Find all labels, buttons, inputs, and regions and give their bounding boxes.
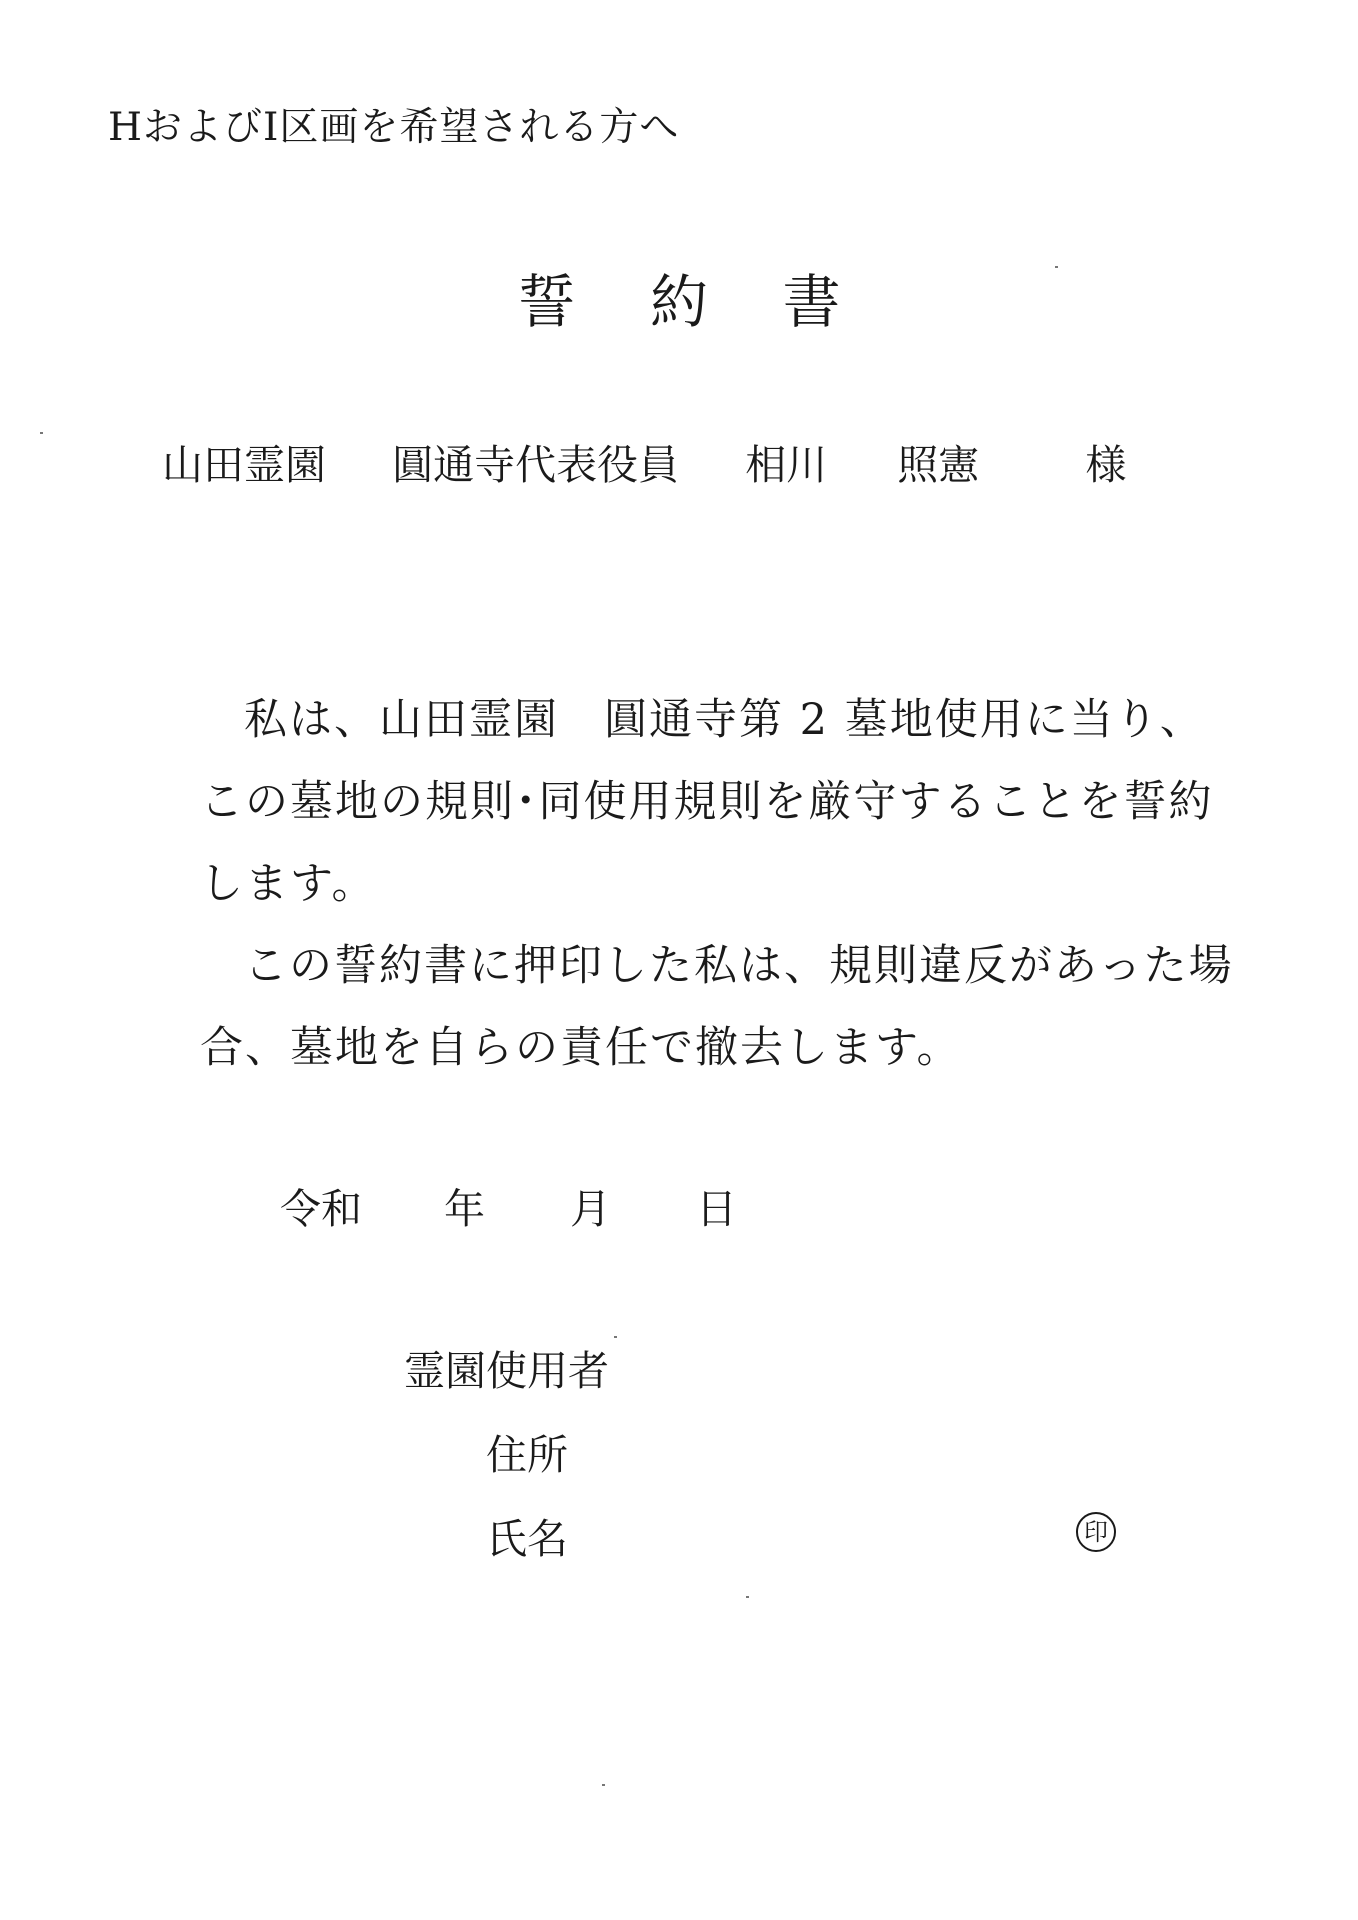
body-paragraph-1-line-2: この墓地の規則･同使用規則を厳守することを誓約 (200, 777, 1214, 827)
body-paragraph-1-line-1: 私は、山田霊園 圓通寺第 2 墓地使用に当り、 (244, 695, 1205, 745)
addressee-given-name: 照憲 (897, 441, 980, 489)
document-title (0, 255, 1358, 339)
title-char: 書 (782, 268, 841, 336)
address-label: 住所 (486, 1431, 568, 1479)
title-char: 誓 (517, 268, 576, 336)
date-year: 年 (444, 1185, 485, 1233)
user-label: 霊園使用者 (404, 1347, 609, 1395)
date-day: 日 (696, 1185, 737, 1233)
addressee-org: 山田霊園 (162, 441, 326, 489)
addressee-temple: 圓通寺代表役員 (392, 441, 680, 489)
addressee-family-name: 相川 (745, 441, 828, 489)
date-era: 令和 (280, 1185, 362, 1233)
addressee (162, 432, 1126, 491)
notice-heading: HおよびI区画を希望される方へ (108, 105, 680, 150)
seal-mark-icon: 印 (1076, 1512, 1116, 1552)
title-char: 約 (649, 268, 708, 336)
body-paragraph-2-line-1: この誓約書に押印した私は、規則違反があった場 (244, 941, 1234, 991)
name-label: 氏名 (486, 1515, 568, 1563)
body-paragraph-1-line-3: します。 (200, 859, 377, 909)
date-month: 月 (570, 1185, 611, 1233)
body-paragraph-2-line-2: 合、墓地を自らの責任で撤去します。 (200, 1023, 962, 1073)
addressee-honorific: 様 (1085, 441, 1127, 489)
